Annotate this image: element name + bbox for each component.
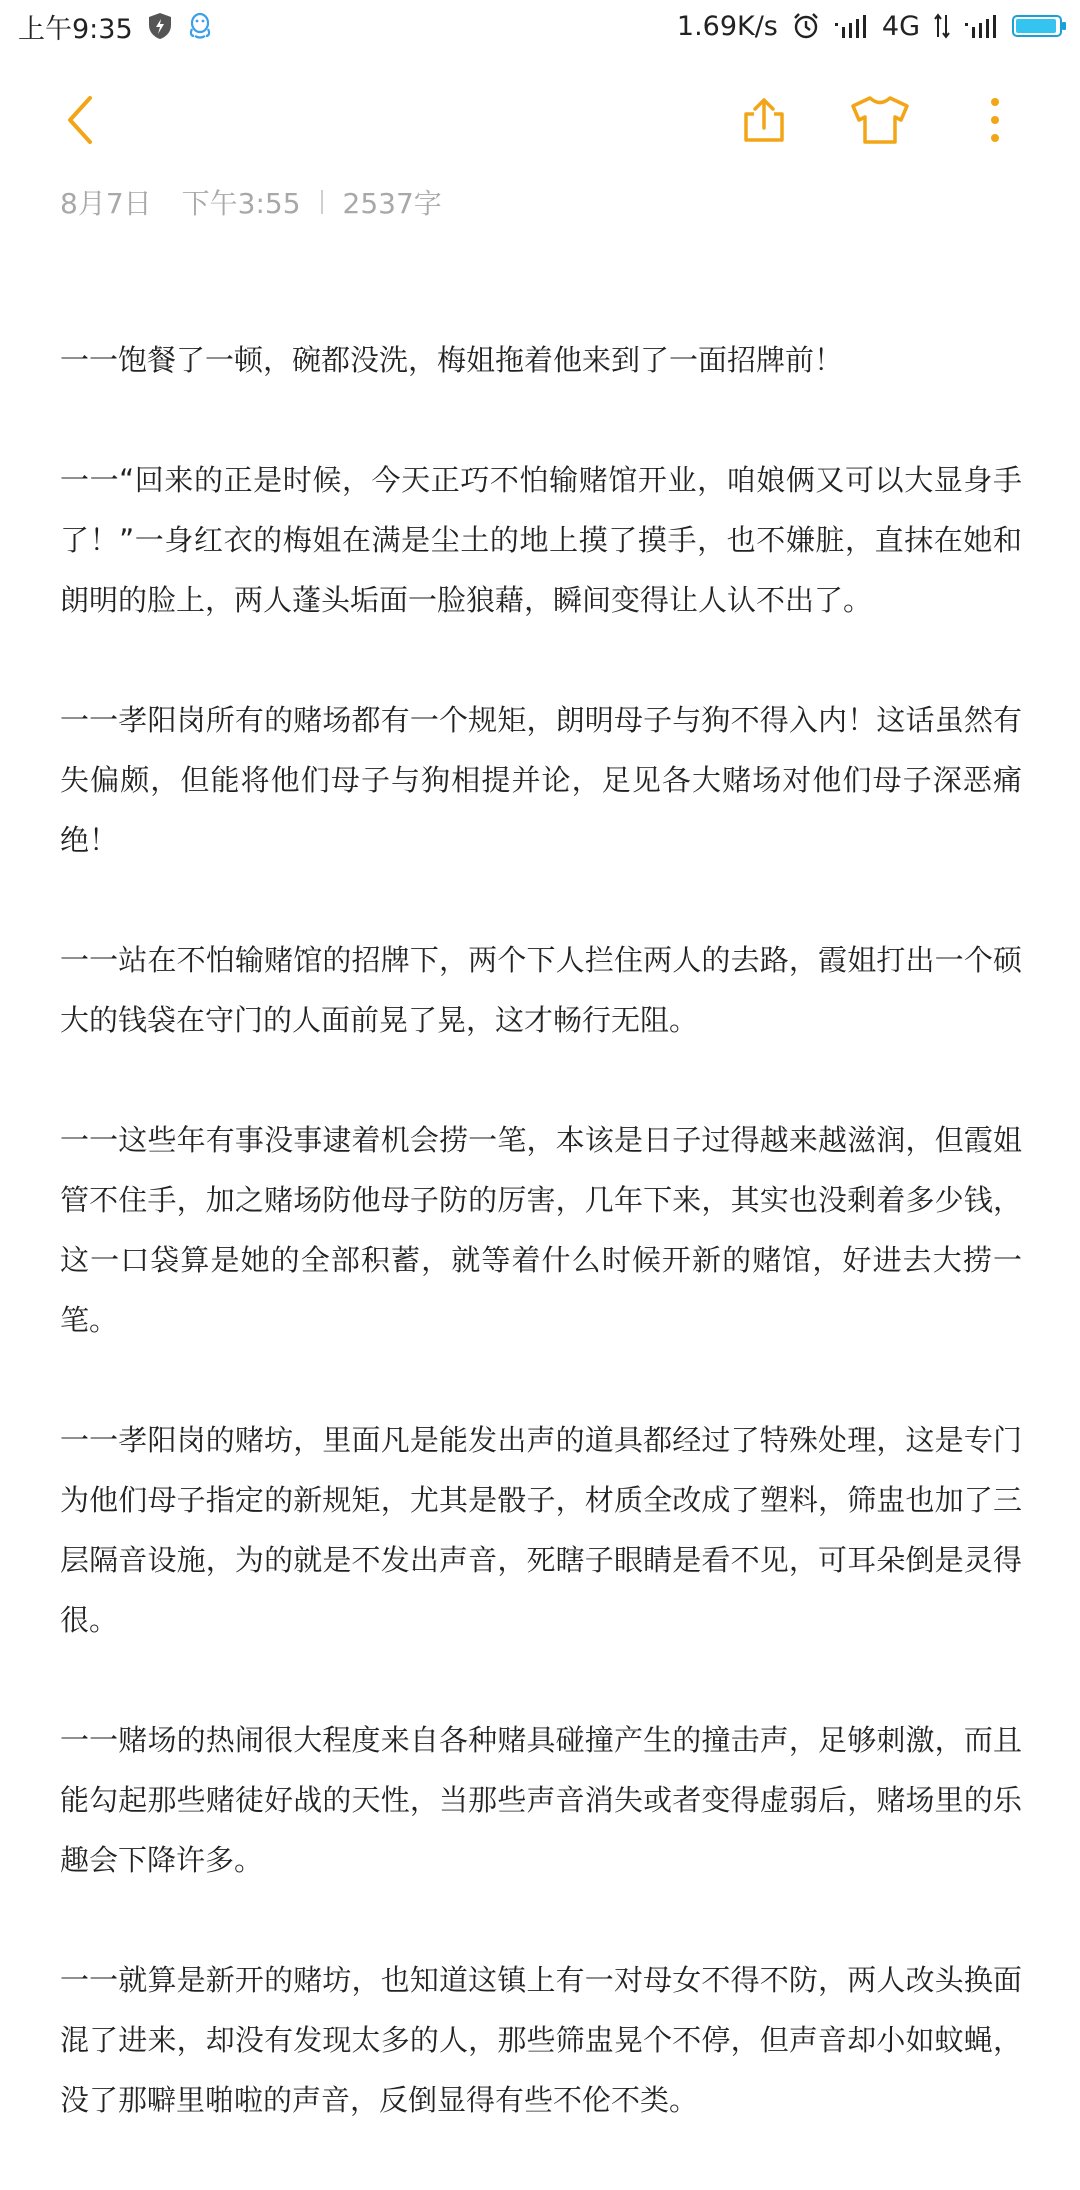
back-button[interactable] bbox=[40, 80, 120, 160]
chevron-left-icon bbox=[60, 92, 100, 148]
more-button[interactable] bbox=[955, 80, 1035, 160]
paragraph: 一一赌场的热闹很大程度来自各种赌具碰撞产生的撞击声，足够刺激，而且能勾起那些赌徒好战的天性，当那些声音消失或者变得虚弱后，赌场里的乐趣会下降许多。 bbox=[60, 1723, 1022, 1877]
paragraph: 一一站在不怕输赌馆的招牌下，两个下人拦住两人的去路，霞姐打出一个硕大的钱袋在守门的人面前晃了晃，这才畅行无阻。 bbox=[60, 943, 1022, 1037]
paragraph: 一一孝阳岗所有的赌场都有一个规矩，朗明母子与狗不得入内！这话虽然有失偏颇，但能将他们母子与狗相提并论，足见各大赌场对他们母子深恶痛绝！ bbox=[60, 703, 1022, 857]
share-button[interactable] bbox=[724, 80, 804, 160]
paragraph: 一一这些年有事没事逮着机会捞一笔，本该是日子过得越来越滋润，但霞姐管不住手，加之赌场防他母子防的厉害，几年下来，其实也没剩着多少钱，这一口袋算是她的全部积蓄，就等着什么时候开新的赌馆，好进去大捞一笔。 bbox=[60, 1123, 1022, 1337]
signal-icon bbox=[834, 13, 868, 39]
status-bar-left bbox=[18, 7, 213, 46]
status-bar bbox=[0, 0, 1080, 52]
toolbar bbox=[0, 80, 1080, 160]
note-date: 8月7日 bbox=[60, 187, 152, 220]
meta-divider bbox=[321, 190, 323, 214]
note-meta bbox=[60, 182, 442, 222]
paragraph: 一一饱餐了一顿，碗都没洗，梅姐拖着他来到了一面招牌前！ bbox=[60, 343, 844, 377]
data-arrows-icon bbox=[934, 13, 950, 39]
qq-penguin-icon bbox=[187, 12, 213, 40]
note-time: 下午3:55 bbox=[181, 187, 301, 220]
note-content[interactable] bbox=[60, 330, 1022, 2190]
shirt-icon bbox=[849, 94, 911, 146]
paragraph: 一一就算是新开的赌坊，也知道这镇上有一对母女不得不防，两人改头换面混了进来，却没有发现太多的人，那些筛盅晃个不停，但声音却小如蚊蝇，没了那噼里啪啦的声音，反倒显得有些不伦不类。 bbox=[60, 1963, 1022, 2117]
paragraph: 一一孝阳岗的赌坊，里面凡是能发出声的道具都经过了特殊处理，这是专门为他们母子指定的新规矩，尤其是骰子，材质全改成了塑料，筛盅也加了三层隔音设施，为的就是不发出声音，死瞎子眼睛是看不见，可耳朵倒是灵得很。 bbox=[60, 1423, 1022, 1637]
paragraph: 一一“回来的正是时候，今天正巧不怕输赌馆开业，咱娘俩又可以大显身手了！”一身红衣的梅姐在满是尘土的地上摸了摸手，也不嫌脏，直抹在她和朗明的脸上，两人蓬头垢面一脸狼藉，瞬间变得让人认不出了。 bbox=[60, 463, 1022, 617]
more-vertical-icon bbox=[985, 94, 1005, 146]
theme-button[interactable] bbox=[840, 80, 920, 160]
alarm-icon bbox=[792, 12, 820, 40]
word-count: 2537字 bbox=[342, 187, 442, 220]
signal-icon bbox=[964, 13, 998, 39]
network-speed: 1.69K/s bbox=[676, 10, 778, 42]
share-icon bbox=[738, 94, 790, 146]
battery-icon bbox=[1012, 15, 1062, 37]
status-bar-right bbox=[677, 11, 1062, 42]
network-type: 4G bbox=[881, 10, 920, 42]
status-time: 上午9:35 bbox=[18, 13, 133, 45]
shield-icon bbox=[147, 12, 173, 40]
battery-level bbox=[1016, 19, 1056, 33]
